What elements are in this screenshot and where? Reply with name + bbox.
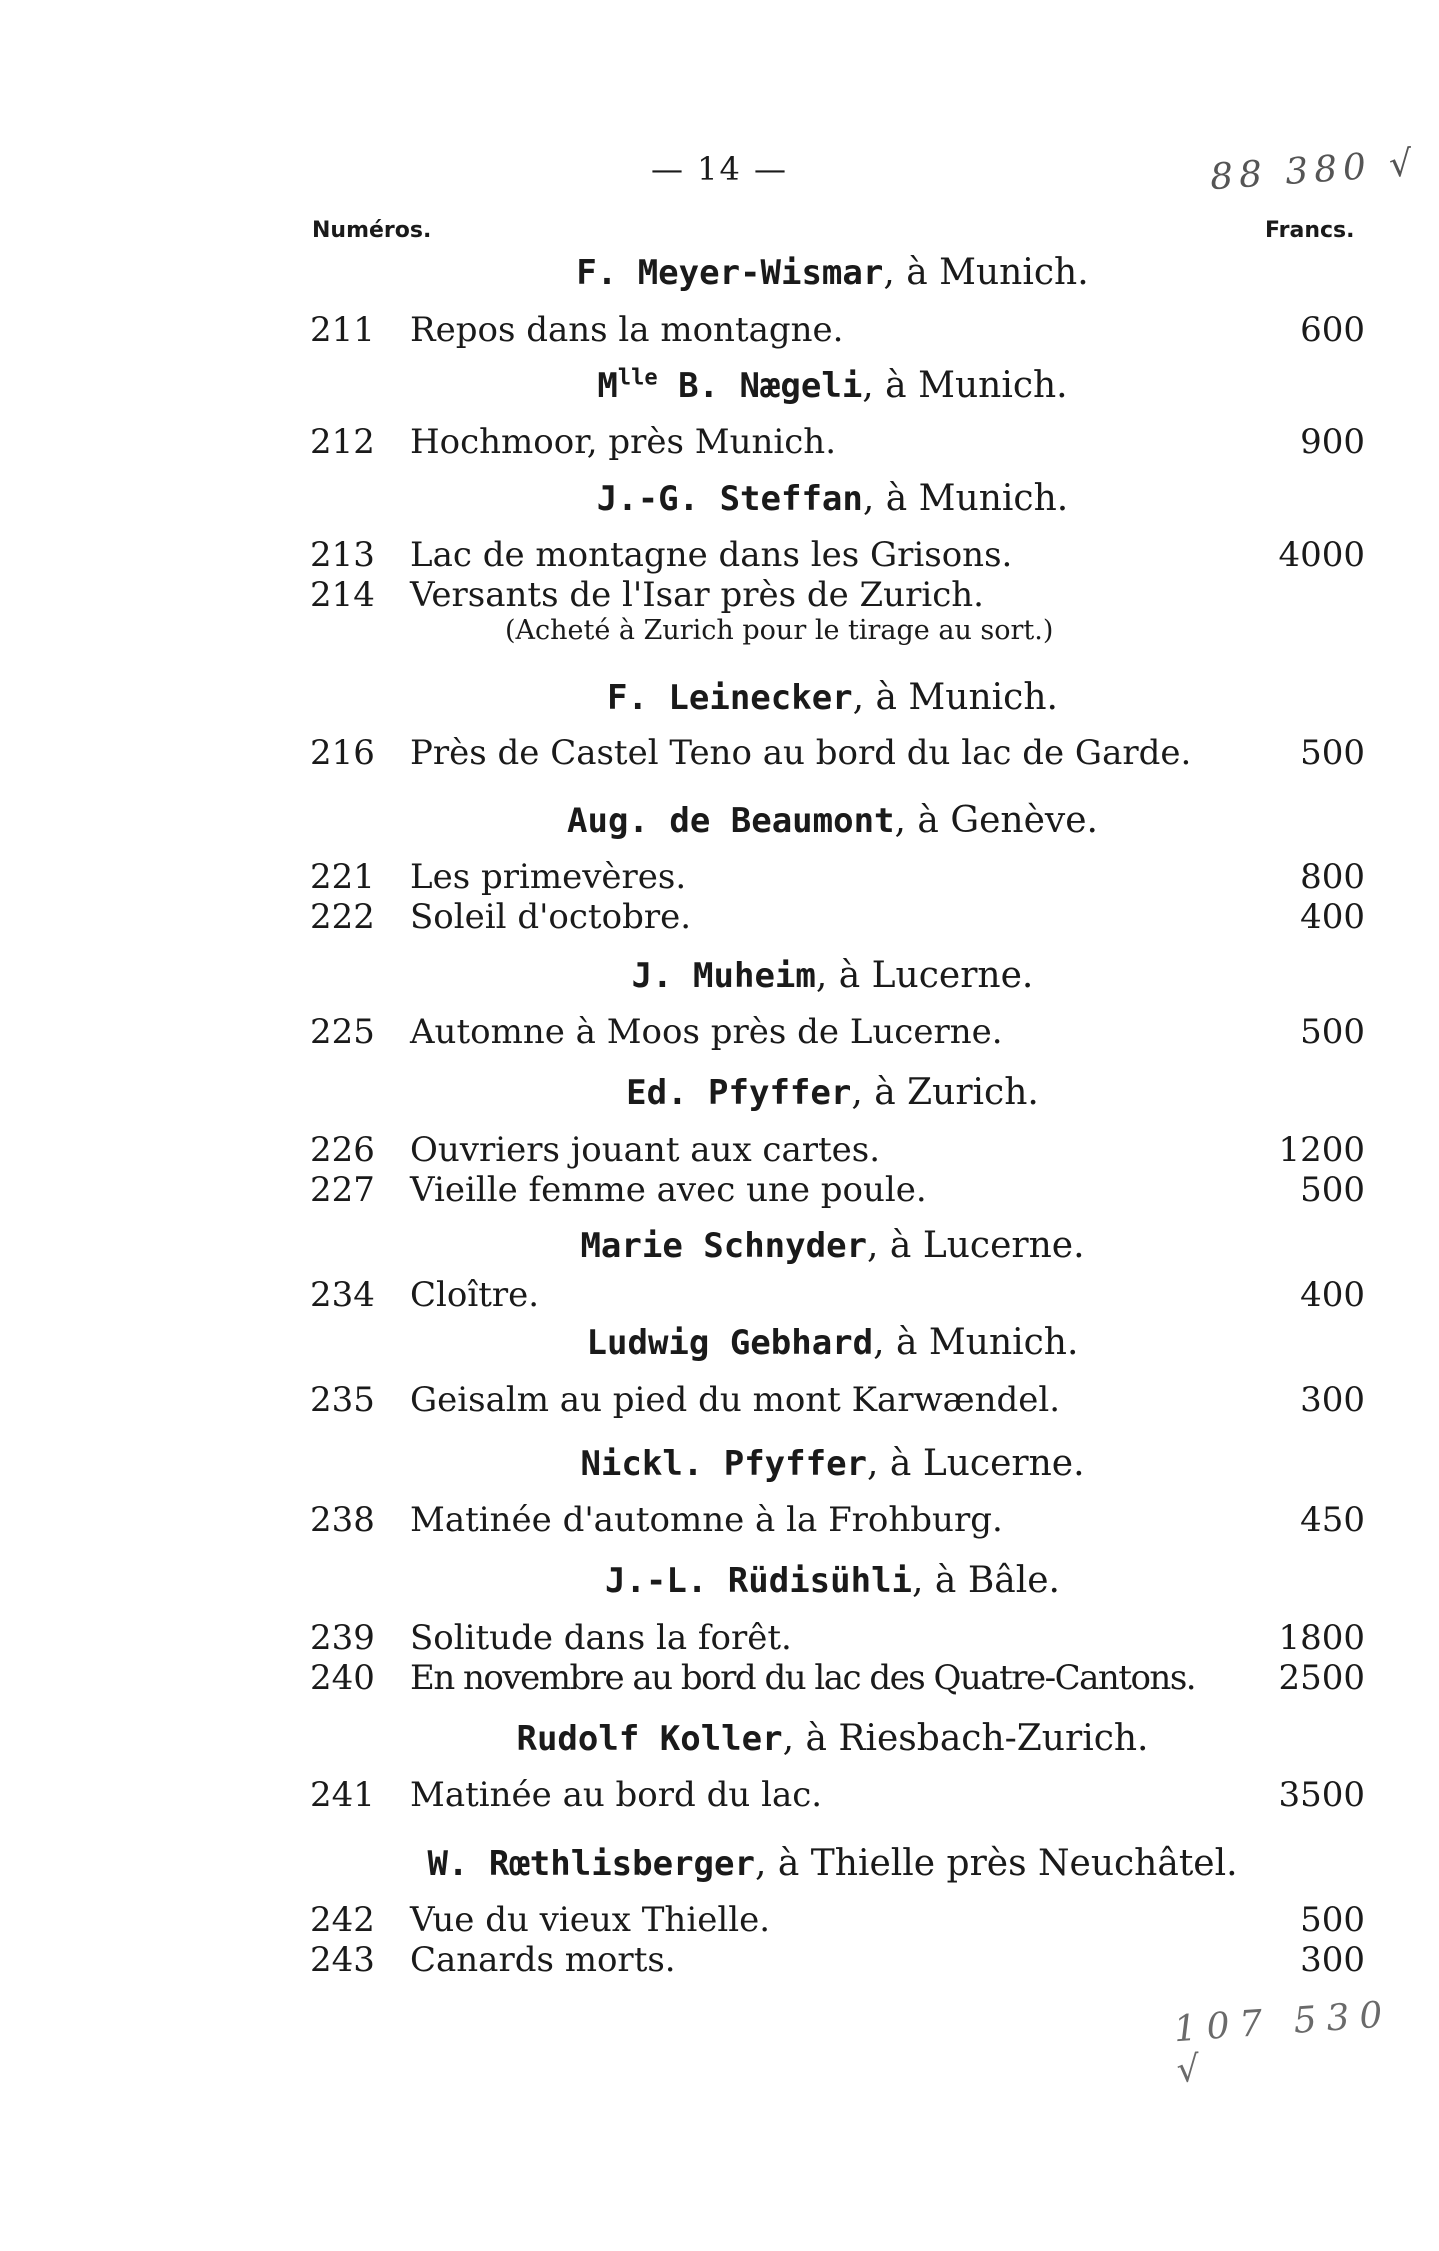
artist-place: , à Bâle. <box>912 1560 1061 1601</box>
entry-number: 211 <box>310 310 375 350</box>
artist-place: , à Munich. <box>873 1322 1079 1363</box>
entry-title: Soleil d'octobre. <box>410 897 692 937</box>
entry-price: 500 <box>1300 1012 1365 1052</box>
catalogue-entry <box>305 857 1365 897</box>
column-header-numbers: Numéros. <box>312 218 432 243</box>
entry-price: 3500 <box>1278 1775 1365 1815</box>
entry-number: 242 <box>310 1900 375 1940</box>
artist-heading <box>300 365 1365 406</box>
entry-title: Automne à Moos près de Lucerne. <box>410 1012 1003 1052</box>
artist-heading <box>300 1072 1365 1113</box>
artist-place: , à Munich. <box>883 252 1089 293</box>
entry-title: Matinée d'automne à la Frohburg. <box>410 1500 1003 1540</box>
entry-number: 225 <box>310 1012 375 1052</box>
entry-title: Lac de montagne dans les Grisons. <box>410 535 1013 575</box>
entry-title: Versants de l'Isar près de Zurich. <box>410 575 984 615</box>
artist-heading <box>300 1560 1365 1601</box>
entry-title: Vue du vieux Thielle. <box>410 1900 771 1940</box>
entry-number: 213 <box>310 535 375 575</box>
entry-title: Solitude dans la forêt. <box>410 1618 792 1658</box>
artist-heading <box>300 677 1365 718</box>
entry-number: 214 <box>310 575 375 615</box>
artist-name: Aug. de Beaumont <box>567 801 895 841</box>
entry-price: 500 <box>1300 1900 1365 1940</box>
handwritten-total-bottom: 107 530 √ <box>1172 1994 1394 2092</box>
entry-number: 239 <box>310 1618 375 1658</box>
catalogue-entry <box>305 733 1365 773</box>
artist-place: , à Thielle près Neuchâtel. <box>754 1843 1238 1884</box>
entry-note: (Acheté à Zurich pour le tirage au sort.) <box>505 615 1054 646</box>
column-header-francs: Francs. <box>1265 218 1355 243</box>
catalogue-entry <box>305 1500 1365 1540</box>
artist-name: F. Meyer-Wismar <box>576 253 884 293</box>
artist-name: J.-G. Steffan <box>596 479 863 519</box>
entry-number: 240 <box>310 1658 375 1698</box>
entry-title: Cloître. <box>410 1275 540 1315</box>
entry-number: 226 <box>310 1130 375 1170</box>
artist-heading <box>300 1225 1365 1266</box>
entry-price: 4000 <box>1278 535 1365 575</box>
entry-title: Près de Castel Teno au bord du lac de Garde. <box>410 733 1192 773</box>
artist-heading <box>300 252 1365 293</box>
handwritten-total-top: 88 380 √ <box>1208 142 1420 199</box>
artist-name: Ludwig Gebhard <box>586 1323 874 1363</box>
entry-price: 300 <box>1300 1940 1365 1980</box>
artist-place: , à Munich. <box>862 478 1069 519</box>
catalogue-entry <box>305 1618 1365 1658</box>
artist-name: Rudolf Koller <box>516 1719 783 1759</box>
artist-heading <box>300 478 1365 519</box>
artist-heading <box>300 1718 1365 1759</box>
artist-name: B. Nægeli <box>678 366 863 406</box>
artist-name: J.-L. Rüdisühli <box>604 1561 913 1601</box>
artist-name: Nickl. Pfyffer <box>580 1444 868 1484</box>
artist-place: , à Lucerne. <box>815 955 1034 996</box>
entry-price: 2500 <box>1278 1658 1365 1698</box>
entry-price: 500 <box>1300 733 1365 773</box>
entry-price: 300 <box>1300 1380 1365 1420</box>
artist-name: W. Rœthlisberger <box>427 1844 755 1884</box>
artist-heading <box>300 800 1365 841</box>
entry-number: 227 <box>310 1170 375 1210</box>
artist-name: Marie Schnyder <box>580 1226 868 1266</box>
entry-title: Les primevères. <box>410 857 687 897</box>
catalogue-entry <box>305 1170 1365 1210</box>
entry-price: 400 <box>1300 897 1365 937</box>
entry-title: Geisalm au pied du mont Karwændel. <box>410 1380 1061 1420</box>
catalogue-entry <box>305 1658 1365 1698</box>
artist-name: F. Leinecker <box>607 678 853 718</box>
artist-name: Ed. Pfyffer <box>626 1073 852 1113</box>
entry-number: 234 <box>310 1275 375 1315</box>
entry-number: 235 <box>310 1380 375 1420</box>
catalogue-entry <box>305 1775 1365 1815</box>
entry-number: 216 <box>310 733 375 773</box>
artist-place: , à Lucerne. <box>867 1225 1085 1266</box>
catalogue-entry <box>305 575 1365 615</box>
artist-place: , à Munich. <box>852 677 1058 718</box>
entry-price: 900 <box>1300 422 1365 462</box>
page-number: — 14 — <box>650 150 789 188</box>
entry-price: 1800 <box>1278 1618 1365 1658</box>
catalogue-entry <box>305 897 1365 937</box>
catalogue-entry <box>305 1380 1365 1420</box>
catalogue-entry <box>305 1940 1365 1980</box>
artist-title-sup: lle <box>617 365 658 391</box>
artist-heading <box>300 1443 1365 1484</box>
catalogue-entry <box>305 422 1365 462</box>
entry-price: 1200 <box>1278 1130 1365 1170</box>
entry-title: Matinée au bord du lac. <box>410 1775 823 1815</box>
artist-title: M <box>597 366 618 406</box>
artist-name: J. Muheim <box>631 956 816 996</box>
entry-title: Canards morts. <box>410 1940 676 1980</box>
entry-price: 600 <box>1300 310 1365 350</box>
entry-number: 221 <box>310 857 375 897</box>
artist-place: , à Munich. <box>862 365 1068 406</box>
artist-place: , à Lucerne. <box>867 1443 1085 1484</box>
catalogue-entry <box>305 1012 1365 1052</box>
entry-title: En novembre au bord du lac des Quatre-Cantons. <box>410 1658 1196 1698</box>
entry-title: Hochmoor, près Munich. <box>410 422 836 462</box>
artist-place: , à Zurich. <box>851 1072 1039 1113</box>
entry-title: Ouvriers jouant aux cartes. <box>410 1130 881 1170</box>
entry-number: 243 <box>310 1940 375 1980</box>
entry-number: 238 <box>310 1500 375 1540</box>
artist-heading <box>300 955 1365 996</box>
catalogue-entry <box>305 310 1365 350</box>
artist-place: , à Riesbach-Zurich. <box>782 1718 1149 1759</box>
entry-price: 500 <box>1300 1170 1365 1210</box>
entry-number: 241 <box>310 1775 375 1815</box>
catalogue-entry <box>305 1900 1365 1940</box>
catalogue-entry <box>305 535 1365 575</box>
entry-price: 800 <box>1300 857 1365 897</box>
artist-heading <box>300 1322 1365 1363</box>
entry-title: Vieille femme avec une poule. <box>410 1170 927 1210</box>
catalogue-entry <box>305 1130 1365 1170</box>
entry-number: 222 <box>310 897 375 937</box>
catalogue-entry <box>305 1275 1365 1315</box>
artist-place: , à Genève. <box>894 800 1098 841</box>
entry-price: 450 <box>1300 1500 1365 1540</box>
entry-title: Repos dans la montagne. <box>410 310 844 350</box>
entry-number: 212 <box>310 422 375 462</box>
entry-price: 400 <box>1300 1275 1365 1315</box>
artist-heading <box>300 1843 1365 1884</box>
